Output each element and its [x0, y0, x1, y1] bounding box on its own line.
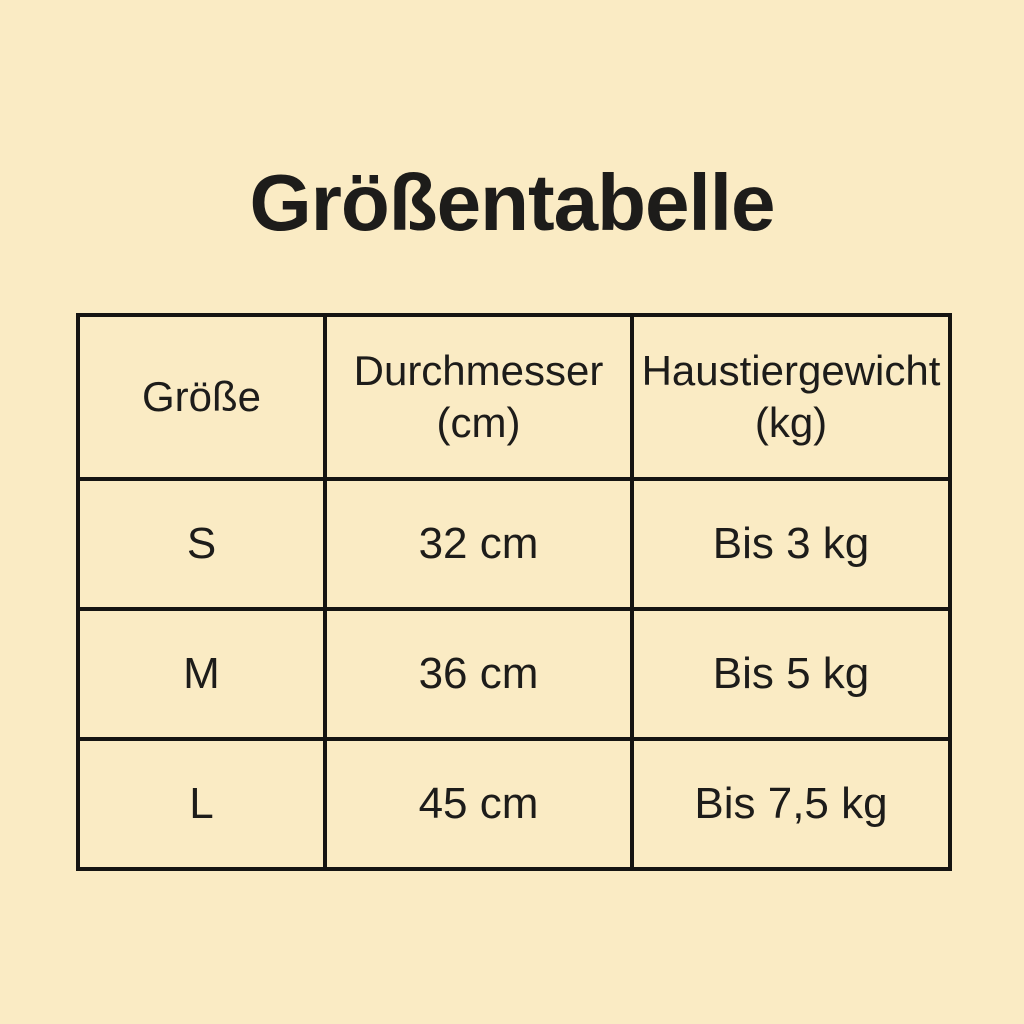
table-row-l: [78, 739, 950, 869]
column-header-pet-weight-label: Haustiergewicht: [641, 347, 941, 394]
table-row-s: [78, 479, 950, 609]
cell-diameter-s: 32 cm: [325, 479, 632, 609]
cell-diameter-m: 36 cm: [325, 609, 632, 739]
column-header-diameter: [325, 315, 632, 479]
column-header-size: [78, 315, 325, 479]
cell-weight-m: Bis 5 kg: [632, 609, 950, 739]
cell-size-s: S: [78, 479, 325, 609]
cell-weight-l: Bis 7,5 kg: [632, 739, 950, 869]
page-title: Größentabelle: [249, 158, 775, 247]
table-row-m: [78, 609, 950, 739]
cell-size-l: L: [78, 739, 325, 869]
column-header-diameter-unit: (cm): [436, 399, 521, 446]
column-header-pet-weight: [632, 315, 950, 479]
column-header-pet-weight-unit: (kg): [754, 399, 828, 446]
cell-size-m: M: [78, 609, 325, 739]
cell-diameter-l: 45 cm: [325, 739, 632, 869]
table-header-row: [78, 315, 950, 479]
column-header-size-label: Größe: [141, 373, 262, 420]
cell-weight-s: Bis 3 kg: [632, 479, 950, 609]
column-header-diameter-label: Durchmesser: [353, 347, 604, 394]
size-table: [76, 313, 952, 871]
